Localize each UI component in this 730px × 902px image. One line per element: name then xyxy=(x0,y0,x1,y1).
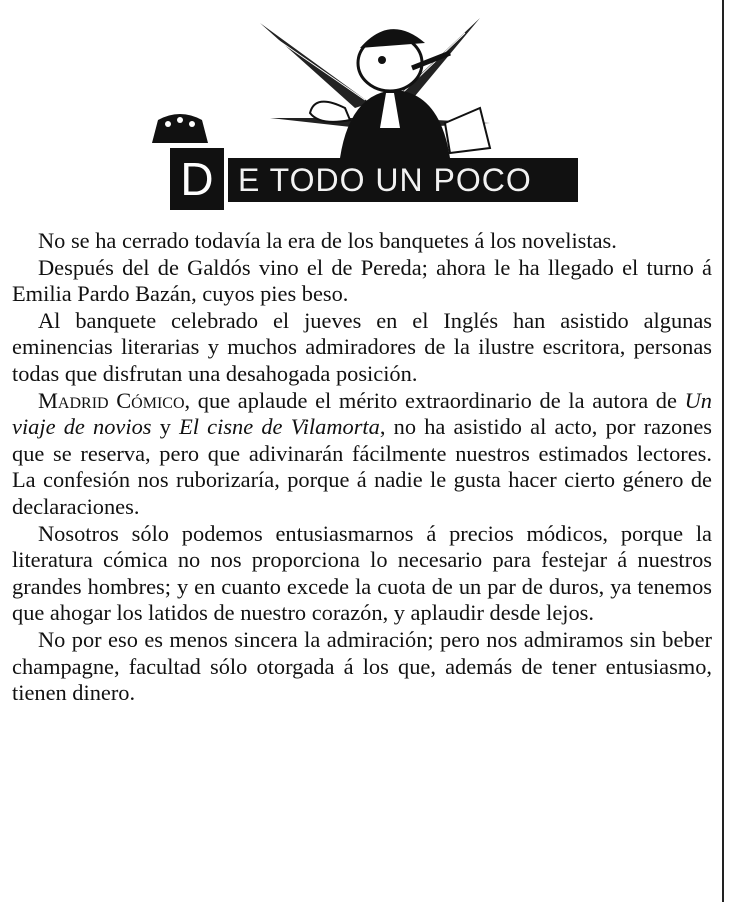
initial-cap-letter: D xyxy=(170,148,224,210)
section-header xyxy=(150,8,590,210)
paragraph-5: Nosotros sólo podemos entusiasmarnos á precios módicos, porque la literatura cómica no nos proporciona lo necesario para festejar á nuestros grandes hombres; y en cuanto excede la cuota de un par de duros, ya tenemos que ahogar los latidos de nuestro corazón, y aplaudir desde lejos. xyxy=(12,520,712,626)
article-body xyxy=(12,228,712,707)
paragraph-4-conj: y xyxy=(151,414,180,440)
paragraph-4-text-a: , que aplaude el mérito extraordinario de la autora de xyxy=(184,387,685,413)
book-title-2: El cisne de Vilamorta xyxy=(179,414,380,440)
paragraph-1: No se ha cerrado todavía la era de los banquetes á los novelistas. xyxy=(38,228,617,253)
section-title-banner: E TODO UN POCO xyxy=(228,158,578,202)
caricature-illustration xyxy=(150,8,590,158)
book-title-1: Un viaje de novios xyxy=(12,387,712,440)
publication-name: Madrid Cómico xyxy=(38,387,185,413)
paragraph-3: Al banquete celebrado el jueves en el Inglés han asistido algunas eminencias literarias y muchos admiradores de la ilustre escritora, personas todas que disfrutan una desahogada posición. xyxy=(12,307,712,386)
paragraph-4-text-b: , no ha asistido al acto, por razones que se reserva, pero que adivinarán fácilmente nuestros estimados lectores. La confesión nos ruborizaría, porque á nadie le gusta hacer cierto género de declaraciones. xyxy=(12,414,712,519)
paragraph-4 xyxy=(12,388,712,521)
paragraph-6: No por eso es menos sincera la admiración; pero nos admiramos sin beber champagne, facultad sólo otorgada á los que, además de tener entusiasmo, tienen dinero. xyxy=(12,626,712,706)
paragraph-2: Después del de Galdós vino el de Pereda; ahora le ha llegado el turno á Emilia Pardo Bazán, cuyos pies beso. xyxy=(12,254,712,307)
column-rule xyxy=(722,0,724,902)
